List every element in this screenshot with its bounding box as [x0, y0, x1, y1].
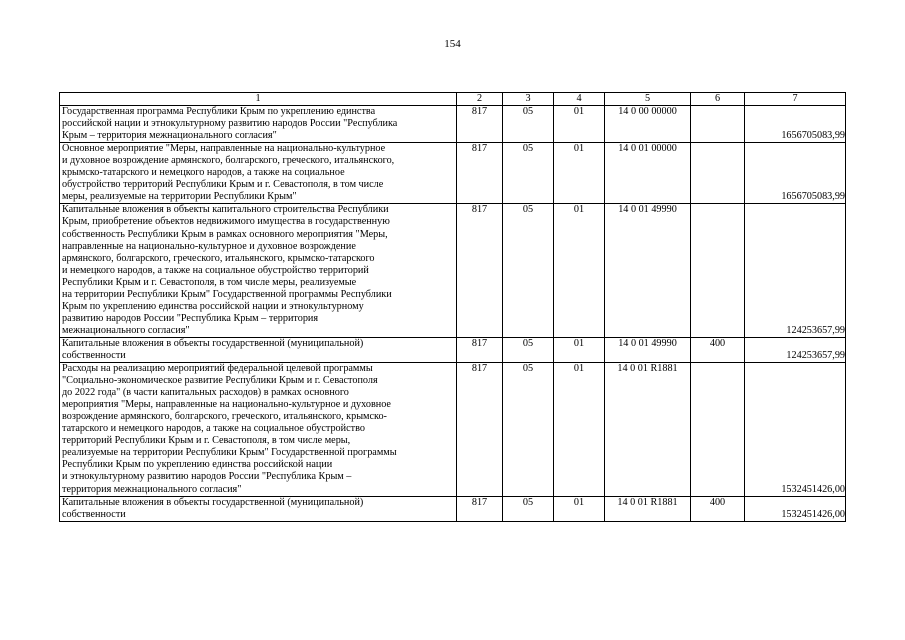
- glava-code-cell: 817: [457, 496, 503, 521]
- row-name-cell: [60, 106, 457, 143]
- header-cell-1: 1: [60, 93, 457, 106]
- row-name-line: Капитальные вложения в объекты капитального строительства Республики: [62, 204, 389, 216]
- row-name-cell: [60, 143, 457, 204]
- target-article-cell: 14 0 01 00000: [605, 143, 691, 204]
- row-name-line: территорий Республики Крым и г. Севастополя, в том числе меры,: [62, 435, 351, 447]
- row-name-line: на территории Республики Крым" Государственной программы Республики: [62, 288, 392, 300]
- podrazdel-code-cell: 01: [554, 204, 605, 338]
- table-row: [60, 337, 846, 362]
- row-name-cell: [60, 337, 457, 362]
- row-name-line: российской нации и этнокультурному развитию народов России "Республика: [62, 118, 398, 130]
- row-name-line: обустройство территорий Республики Крым и г. Севастополя, в том числе: [62, 179, 384, 191]
- row-name-line: и духовное возрождение армянского, болгарского, греческого, итальянского,: [62, 155, 395, 167]
- expense-type-cell: [691, 106, 745, 143]
- podrazdel-code-cell: 01: [554, 363, 605, 497]
- table-row: [60, 106, 846, 143]
- podrazdel-code-cell: 01: [554, 106, 605, 143]
- amount-cell: 124253657,99: [745, 204, 846, 338]
- table-row: [60, 204, 846, 338]
- row-name-line: Основное мероприятие "Меры, направленные на национально-культурное: [62, 143, 386, 155]
- amount-cell: 1656705083,99: [745, 143, 846, 204]
- header-cell-4: 4: [554, 93, 605, 106]
- podrazdel-code-cell: 01: [554, 496, 605, 521]
- row-name-line: мероприятия "Меры, направленные на национально-культурное и духовное: [62, 399, 391, 411]
- target-article-cell: 14 0 01 49990: [605, 337, 691, 362]
- row-name-cell: [60, 496, 457, 521]
- row-name-cell: [60, 204, 457, 338]
- target-article-cell: 14 0 01 R1881: [605, 496, 691, 521]
- row-name-line: меры, реализуемые на территории Республики Крым": [62, 191, 297, 203]
- budget-table: [59, 92, 846, 522]
- target-article-cell: 14 0 01 R1881: [605, 363, 691, 497]
- row-name-line: собственности: [62, 349, 126, 361]
- row-name-line: межнационального согласия": [62, 324, 190, 336]
- header-cell-5: 5: [605, 93, 691, 106]
- row-name-line: "Социально-экономическое развитие Республики Крым и г. Севастополя: [62, 375, 378, 387]
- razdel-code-cell: 05: [503, 363, 554, 497]
- amount-cell: 1532451426,00: [745, 363, 846, 497]
- glava-code-cell: 817: [457, 204, 503, 338]
- row-name-line: Крым – территория межнационального согласия": [62, 130, 277, 142]
- amount-cell: 1656705083,99: [745, 106, 846, 143]
- row-name-line: Государственная программа Республики Крым по укреплению единства: [62, 106, 376, 118]
- table-row: [60, 143, 846, 204]
- table-row: [60, 363, 846, 497]
- row-name-line: крымско-татарского и немецкого народов, а также на социальное: [62, 167, 345, 179]
- glava-code-cell: 817: [457, 106, 503, 143]
- podrazdel-code-cell: 01: [554, 143, 605, 204]
- row-name-line: армянского, болгарского, греческого, итальянского, крымско-татарского: [62, 252, 375, 264]
- razdel-code-cell: 05: [503, 204, 554, 338]
- glava-code-cell: 817: [457, 337, 503, 362]
- expense-type-cell: [691, 143, 745, 204]
- row-name-line: Крым по укреплению единства российской нации и этнокультурному: [62, 300, 364, 312]
- header-cell-2: 2: [457, 93, 503, 106]
- row-name-line: территория межнационального согласия": [62, 483, 242, 495]
- expense-type-cell: 400: [691, 496, 745, 521]
- row-name-line: возрождение армянского, болгарского, греческого, итальянского, крымско-: [62, 411, 387, 423]
- row-name-line: собственности: [62, 508, 126, 520]
- header-cell-6: 6: [691, 93, 745, 106]
- row-name-line: татарского и немецкого народов, а также на социальное обустройство: [62, 423, 365, 435]
- amount-cell: 124253657,99: [745, 337, 846, 362]
- expense-type-cell: [691, 204, 745, 338]
- glava-code-cell: 817: [457, 143, 503, 204]
- row-name-line: Капитальные вложения в объекты государственной (муниципальной): [62, 337, 364, 349]
- row-name-line: направленные на национально-культурное и духовное возрождение: [62, 240, 356, 252]
- target-article-cell: 14 0 01 49990: [605, 204, 691, 338]
- row-name-line: и этнокультурному развитию народов России "Республика Крым –: [62, 471, 352, 483]
- header-row: [60, 93, 846, 106]
- row-name-line: до 2022 года" (в части капитальных расходов) в рамках основного: [62, 387, 349, 399]
- row-name-cell: [60, 363, 457, 497]
- target-article-cell: 14 0 00 00000: [605, 106, 691, 143]
- razdel-code-cell: 05: [503, 106, 554, 143]
- razdel-code-cell: 05: [503, 496, 554, 521]
- row-name-line: развитию народов России "Республика Крым – территория: [62, 312, 319, 324]
- expense-type-cell: 400: [691, 337, 745, 362]
- header-cell-7: 7: [745, 93, 846, 106]
- page-number: 154: [444, 38, 461, 50]
- row-name-line: Республики Крым и г. Севастополя, в том числе меры, реализуемые: [62, 276, 357, 288]
- expense-type-cell: [691, 363, 745, 497]
- header-cell-3: 3: [503, 93, 554, 106]
- podrazdel-code-cell: 01: [554, 337, 605, 362]
- row-name-line: и немецкого народов, а также на социальное обустройство территорий: [62, 264, 369, 276]
- row-name-line: Расходы на реализацию мероприятий федеральной целевой программы: [62, 363, 373, 375]
- row-name-line: Крым, приобретение объектов недвижимого имущества в государственную: [62, 216, 390, 228]
- razdel-code-cell: 05: [503, 143, 554, 204]
- row-name-line: Республики Крым по укреплению единства российской нации: [62, 459, 333, 471]
- row-name-line: реализуемые на территории Республики Крым" Государственной программы: [62, 447, 397, 459]
- table-row: [60, 496, 846, 521]
- row-name-line: собственность Республики Крым в рамках основного мероприятия "Меры,: [62, 228, 388, 240]
- amount-cell: 1532451426,00: [745, 496, 846, 521]
- row-name-line: Капитальные вложения в объекты государственной (муниципальной): [62, 496, 364, 508]
- glava-code-cell: 817: [457, 363, 503, 497]
- razdel-code-cell: 05: [503, 337, 554, 362]
